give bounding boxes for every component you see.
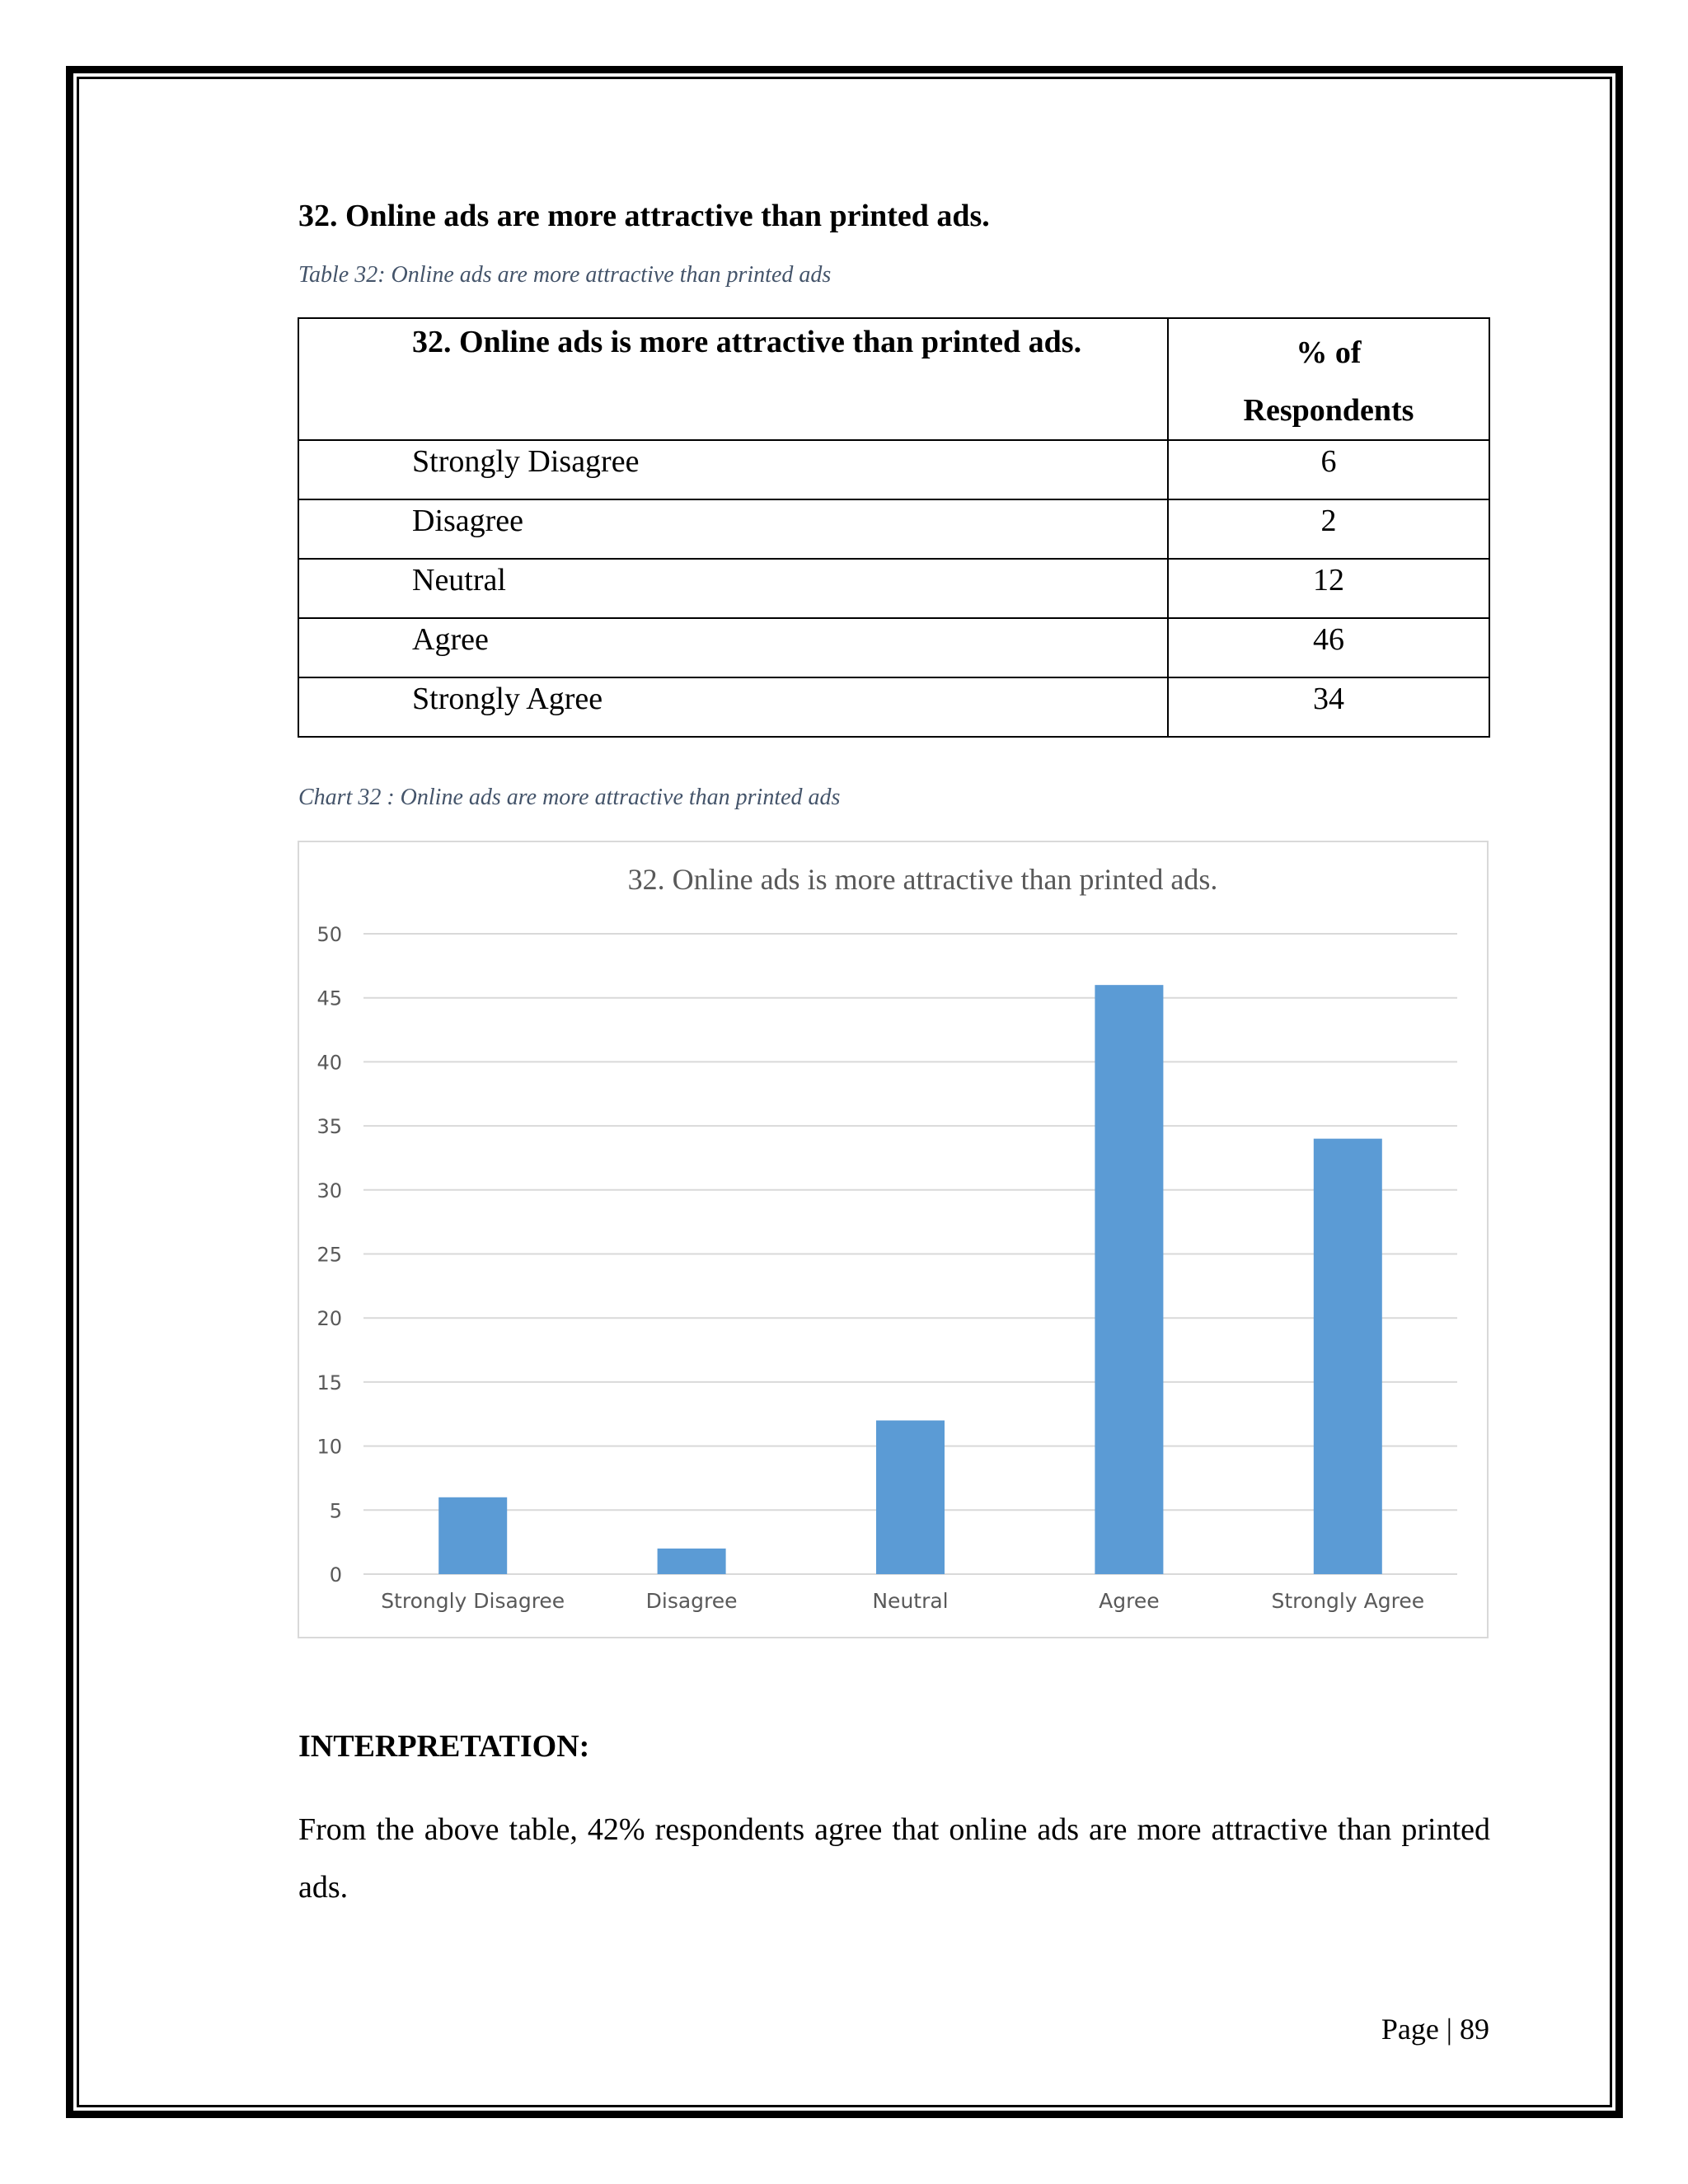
bar — [1095, 985, 1163, 1574]
table-header-question: 32. Online ads is more attractive than printed ads. — [298, 318, 1168, 440]
table-cell-value: 34 — [1168, 677, 1489, 737]
table-row — [298, 618, 1489, 677]
y-tick-label: 20 — [316, 1307, 342, 1331]
table-row — [298, 677, 1489, 737]
interpretation-text: From the above table, 42% respondents agree that online ads are more attractive than printed ads. — [298, 1812, 1490, 1905]
table-cell-label: Agree — [298, 618, 1168, 677]
table-cell-label: Strongly Agree — [298, 677, 1168, 737]
table-cell-value: 46 — [1168, 618, 1489, 677]
x-tick-label: Neutral — [872, 1589, 949, 1613]
table-cell-label: Neutral — [298, 559, 1168, 618]
table-header-percent-line2: Respondents — [1243, 393, 1414, 428]
y-tick-label: 25 — [316, 1243, 342, 1267]
table-cell-value: 6 — [1168, 440, 1489, 499]
y-tick-label: 50 — [316, 923, 342, 946]
x-tick-label: Agree — [1099, 1589, 1160, 1613]
bar — [876, 1421, 945, 1574]
table-header-row — [298, 318, 1489, 440]
table-header-percent — [1168, 318, 1489, 440]
x-tick-label: Disagree — [645, 1589, 738, 1613]
interpretation-title: INTERPRETATION: — [298, 1729, 590, 1764]
table-caption: Table 32: Online ads are more attractive than printed ads — [298, 262, 832, 288]
bar-chart — [298, 841, 1489, 1638]
y-tick-label: 0 — [329, 1563, 342, 1586]
bar — [438, 1497, 507, 1574]
table-row — [298, 559, 1489, 618]
table-cell-value: 12 — [1168, 559, 1489, 618]
y-tick-label: 30 — [316, 1179, 342, 1202]
section-heading: 32. Online ads are more attractive than printed ads. — [298, 199, 990, 233]
y-tick-label: 15 — [316, 1371, 342, 1394]
bar — [1314, 1139, 1382, 1574]
y-tick-label: 35 — [316, 1115, 342, 1139]
table-cell-label: Strongly Disagree — [298, 440, 1168, 499]
y-tick-label: 5 — [329, 1499, 342, 1523]
chart-caption: Chart 32 : Online ads are more attractive than printed ads — [298, 785, 841, 810]
x-tick-label: Strongly Disagree — [381, 1589, 565, 1613]
table-cell-label: Disagree — [298, 499, 1168, 559]
responses-table — [298, 317, 1490, 738]
table-header-percent-line1: % of — [1296, 335, 1362, 370]
bar-chart-svg — [299, 842, 1487, 1637]
y-tick-label: 45 — [316, 987, 342, 1010]
page-number: Page | 89 — [1381, 2013, 1489, 2046]
x-tick-label: Strongly Agree — [1271, 1589, 1425, 1613]
table-row — [298, 440, 1489, 499]
table-cell-value: 2 — [1168, 499, 1489, 559]
chart-title: 32. Online ads is more attractive than printed ads. — [627, 863, 1218, 896]
table-row — [298, 499, 1489, 559]
bar — [658, 1549, 726, 1574]
y-tick-label: 10 — [316, 1435, 342, 1459]
y-tick-label: 40 — [316, 1051, 342, 1075]
